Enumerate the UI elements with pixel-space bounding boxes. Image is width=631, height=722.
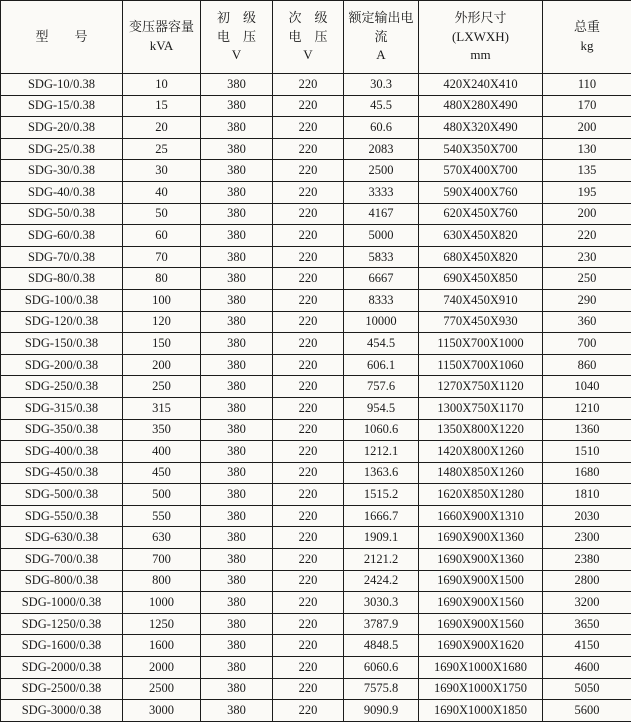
table-row xyxy=(1,419,631,441)
table-row xyxy=(1,635,631,657)
cell-dimensions: 1660X900X1310 xyxy=(419,505,543,527)
cell-primary: 380 xyxy=(201,181,273,203)
cell-model: SDG-1000/0.38 xyxy=(1,592,123,614)
cell-current: 454.5 xyxy=(344,333,419,355)
cell-dimensions: 1350X800X1220 xyxy=(419,419,543,441)
cell-capacity: 100 xyxy=(123,289,201,311)
cell-model: SDG-200/0.38 xyxy=(1,354,123,376)
cell-weight: 1510 xyxy=(543,441,631,463)
cell-current: 1212.1 xyxy=(344,441,419,463)
cell-weight: 700 xyxy=(543,333,631,355)
cell-primary: 380 xyxy=(201,570,273,592)
cell-capacity: 3000 xyxy=(123,700,201,722)
cell-current: 2424.2 xyxy=(344,570,419,592)
cell-model: SDG-500/0.38 xyxy=(1,484,123,506)
cell-weight: 170 xyxy=(543,95,631,117)
cell-dimensions: 690X450X850 xyxy=(419,268,543,290)
cell-current: 45.5 xyxy=(344,95,419,117)
cell-secondary: 220 xyxy=(273,138,344,160)
cell-weight: 2030 xyxy=(543,505,631,527)
cell-weight: 195 xyxy=(543,181,631,203)
column-header-dimensions xyxy=(419,1,543,74)
cell-capacity: 80 xyxy=(123,268,201,290)
cell-model: SDG-2500/0.38 xyxy=(1,678,123,700)
cell-dimensions: 590X400X760 xyxy=(419,181,543,203)
cell-model: SDG-25/0.38 xyxy=(1,138,123,160)
cell-primary: 380 xyxy=(201,333,273,355)
cell-dimensions: 680X450X820 xyxy=(419,246,543,268)
cell-model: SDG-1250/0.38 xyxy=(1,613,123,635)
cell-dimensions: 1420X800X1260 xyxy=(419,441,543,463)
table-row xyxy=(1,570,631,592)
cell-capacity: 70 xyxy=(123,246,201,268)
cell-primary: 380 xyxy=(201,527,273,549)
cell-current: 954.5 xyxy=(344,397,419,419)
cell-current: 4848.5 xyxy=(344,635,419,657)
cell-current: 2500 xyxy=(344,160,419,182)
column-header-capacity xyxy=(123,1,201,74)
cell-model: SDG-120/0.38 xyxy=(1,311,123,333)
cell-weight: 1680 xyxy=(543,462,631,484)
cell-secondary: 220 xyxy=(273,657,344,679)
cell-primary: 380 xyxy=(201,203,273,225)
cell-primary: 380 xyxy=(201,505,273,527)
cell-secondary: 220 xyxy=(273,181,344,203)
cell-weight: 1040 xyxy=(543,376,631,398)
table-row xyxy=(1,246,631,268)
cell-secondary: 220 xyxy=(273,268,344,290)
cell-weight: 4600 xyxy=(543,657,631,679)
column-header-line: mm xyxy=(419,46,542,65)
cell-model: SDG-150/0.38 xyxy=(1,333,123,355)
column-header-primary xyxy=(201,1,273,74)
cell-capacity: 150 xyxy=(123,333,201,355)
cell-primary: 380 xyxy=(201,246,273,268)
cell-dimensions: 480X320X490 xyxy=(419,117,543,139)
cell-weight: 360 xyxy=(543,311,631,333)
cell-model: SDG-20/0.38 xyxy=(1,117,123,139)
cell-primary: 380 xyxy=(201,268,273,290)
cell-secondary: 220 xyxy=(273,311,344,333)
cell-capacity: 50 xyxy=(123,203,201,225)
cell-weight: 1360 xyxy=(543,419,631,441)
table-row xyxy=(1,289,631,311)
cell-secondary: 220 xyxy=(273,678,344,700)
cell-secondary: 220 xyxy=(273,441,344,463)
cell-secondary: 220 xyxy=(273,289,344,311)
table-row xyxy=(1,376,631,398)
cell-capacity: 120 xyxy=(123,311,201,333)
cell-current: 3333 xyxy=(344,181,419,203)
cell-capacity: 15 xyxy=(123,95,201,117)
cell-weight: 200 xyxy=(543,117,631,139)
table-row xyxy=(1,657,631,679)
cell-secondary: 220 xyxy=(273,484,344,506)
cell-primary: 380 xyxy=(201,613,273,635)
cell-current: 3787.9 xyxy=(344,613,419,635)
cell-primary: 380 xyxy=(201,397,273,419)
cell-primary: 380 xyxy=(201,225,273,247)
cell-current: 60.6 xyxy=(344,117,419,139)
cell-model: SDG-800/0.38 xyxy=(1,570,123,592)
cell-primary: 380 xyxy=(201,95,273,117)
cell-dimensions: 1620X850X1280 xyxy=(419,484,543,506)
cell-secondary: 220 xyxy=(273,225,344,247)
column-header-line: 电 压 xyxy=(201,28,272,47)
cell-secondary: 220 xyxy=(273,333,344,355)
cell-model: SDG-50/0.38 xyxy=(1,203,123,225)
cell-secondary: 220 xyxy=(273,613,344,635)
cell-capacity: 400 xyxy=(123,441,201,463)
cell-primary: 380 xyxy=(201,462,273,484)
cell-current: 9090.9 xyxy=(344,700,419,722)
cell-dimensions: 1150X700X1000 xyxy=(419,333,543,355)
cell-capacity: 2500 xyxy=(123,678,201,700)
cell-primary: 380 xyxy=(201,311,273,333)
cell-dimensions: 1690X900X1360 xyxy=(419,527,543,549)
cell-model: SDG-700/0.38 xyxy=(1,549,123,571)
cell-dimensions: 420X240X410 xyxy=(419,74,543,96)
cell-capacity: 630 xyxy=(123,527,201,549)
column-header-line: V xyxy=(201,46,272,65)
cell-primary: 380 xyxy=(201,484,273,506)
cell-dimensions: 1150X700X1060 xyxy=(419,354,543,376)
cell-dimensions: 1690X1000X1750 xyxy=(419,678,543,700)
cell-primary: 380 xyxy=(201,376,273,398)
cell-model: SDG-630/0.38 xyxy=(1,527,123,549)
table-row xyxy=(1,484,631,506)
cell-capacity: 550 xyxy=(123,505,201,527)
cell-dimensions: 1690X900X1560 xyxy=(419,592,543,614)
table-row xyxy=(1,268,631,290)
cell-weight: 5050 xyxy=(543,678,631,700)
cell-model: SDG-30/0.38 xyxy=(1,160,123,182)
table-row xyxy=(1,441,631,463)
cell-primary: 380 xyxy=(201,289,273,311)
cell-capacity: 40 xyxy=(123,181,201,203)
cell-secondary: 220 xyxy=(273,462,344,484)
cell-capacity: 1600 xyxy=(123,635,201,657)
table-header xyxy=(1,1,631,74)
cell-current: 2121.2 xyxy=(344,549,419,571)
cell-dimensions: 1270X750X1120 xyxy=(419,376,543,398)
table-row xyxy=(1,311,631,333)
cell-weight: 220 xyxy=(543,225,631,247)
cell-model: SDG-550/0.38 xyxy=(1,505,123,527)
cell-current: 606.1 xyxy=(344,354,419,376)
cell-secondary: 220 xyxy=(273,505,344,527)
column-header-line: 流 xyxy=(344,28,418,47)
cell-capacity: 25 xyxy=(123,138,201,160)
table-row xyxy=(1,225,631,247)
cell-primary: 380 xyxy=(201,419,273,441)
cell-dimensions: 570X400X700 xyxy=(419,160,543,182)
header-row xyxy=(1,1,631,74)
cell-current: 1909.1 xyxy=(344,527,419,549)
cell-primary: 380 xyxy=(201,635,273,657)
cell-weight: 290 xyxy=(543,289,631,311)
cell-secondary: 220 xyxy=(273,95,344,117)
cell-model: SDG-2000/0.38 xyxy=(1,657,123,679)
column-header-line: kVA xyxy=(123,37,200,56)
table-row xyxy=(1,505,631,527)
cell-current: 1666.7 xyxy=(344,505,419,527)
column-header-current xyxy=(344,1,419,74)
cell-primary: 380 xyxy=(201,592,273,614)
cell-weight: 130 xyxy=(543,138,631,160)
cell-weight: 3200 xyxy=(543,592,631,614)
cell-model: SDG-315/0.38 xyxy=(1,397,123,419)
cell-secondary: 220 xyxy=(273,203,344,225)
cell-dimensions: 480X280X490 xyxy=(419,95,543,117)
cell-dimensions: 1690X1000X1680 xyxy=(419,657,543,679)
cell-weight: 1210 xyxy=(543,397,631,419)
cell-weight: 250 xyxy=(543,268,631,290)
cell-weight: 2800 xyxy=(543,570,631,592)
cell-model: SDG-100/0.38 xyxy=(1,289,123,311)
cell-current: 1515.2 xyxy=(344,484,419,506)
cell-model: SDG-40/0.38 xyxy=(1,181,123,203)
cell-weight: 4150 xyxy=(543,635,631,657)
cell-secondary: 220 xyxy=(273,700,344,722)
table-row xyxy=(1,95,631,117)
cell-primary: 380 xyxy=(201,657,273,679)
cell-capacity: 60 xyxy=(123,225,201,247)
cell-model: SDG-400/0.38 xyxy=(1,441,123,463)
cell-model: SDG-10/0.38 xyxy=(1,74,123,96)
cell-current: 6667 xyxy=(344,268,419,290)
cell-primary: 380 xyxy=(201,74,273,96)
cell-secondary: 220 xyxy=(273,635,344,657)
table-row xyxy=(1,700,631,722)
cell-dimensions: 1690X900X1360 xyxy=(419,549,543,571)
cell-dimensions: 740X450X910 xyxy=(419,289,543,311)
column-header-line: 额定输出电 xyxy=(344,9,418,28)
cell-dimensions: 1690X900X1620 xyxy=(419,635,543,657)
cell-capacity: 20 xyxy=(123,117,201,139)
cell-capacity: 500 xyxy=(123,484,201,506)
cell-dimensions: 630X450X820 xyxy=(419,225,543,247)
cell-dimensions: 1690X900X1500 xyxy=(419,570,543,592)
column-header-model xyxy=(1,1,123,74)
cell-dimensions: 1690X900X1560 xyxy=(419,613,543,635)
cell-weight: 230 xyxy=(543,246,631,268)
cell-current: 757.6 xyxy=(344,376,419,398)
cell-secondary: 220 xyxy=(273,549,344,571)
cell-primary: 380 xyxy=(201,700,273,722)
cell-current: 30.3 xyxy=(344,74,419,96)
cell-capacity: 30 xyxy=(123,160,201,182)
cell-secondary: 220 xyxy=(273,160,344,182)
cell-capacity: 1250 xyxy=(123,613,201,635)
cell-current: 6060.6 xyxy=(344,657,419,679)
table-row xyxy=(1,527,631,549)
column-header-line: 变压器容量 xyxy=(123,18,200,37)
cell-secondary: 220 xyxy=(273,527,344,549)
cell-weight: 5600 xyxy=(543,700,631,722)
table-row xyxy=(1,397,631,419)
cell-dimensions: 1690X1000X1850 xyxy=(419,700,543,722)
table-row xyxy=(1,678,631,700)
column-header-line: 电 压 xyxy=(273,28,343,47)
cell-model: SDG-60/0.38 xyxy=(1,225,123,247)
cell-primary: 380 xyxy=(201,138,273,160)
cell-primary: 380 xyxy=(201,549,273,571)
table-row xyxy=(1,181,631,203)
cell-secondary: 220 xyxy=(273,592,344,614)
column-header-line: kg xyxy=(543,37,631,56)
cell-primary: 380 xyxy=(201,160,273,182)
cell-secondary: 220 xyxy=(273,419,344,441)
table-row xyxy=(1,203,631,225)
cell-weight: 860 xyxy=(543,354,631,376)
cell-capacity: 200 xyxy=(123,354,201,376)
cell-secondary: 220 xyxy=(273,354,344,376)
cell-model: SDG-350/0.38 xyxy=(1,419,123,441)
cell-current: 10000 xyxy=(344,311,419,333)
cell-capacity: 700 xyxy=(123,549,201,571)
cell-secondary: 220 xyxy=(273,570,344,592)
cell-weight: 3650 xyxy=(543,613,631,635)
column-header-line: 外形尺寸 xyxy=(419,9,542,28)
cell-weight: 1810 xyxy=(543,484,631,506)
cell-weight: 110 xyxy=(543,74,631,96)
cell-secondary: 220 xyxy=(273,376,344,398)
column-header-secondary xyxy=(273,1,344,74)
cell-weight: 2300 xyxy=(543,527,631,549)
cell-secondary: 220 xyxy=(273,397,344,419)
cell-dimensions: 770X450X930 xyxy=(419,311,543,333)
cell-capacity: 10 xyxy=(123,74,201,96)
cell-weight: 135 xyxy=(543,160,631,182)
cell-current: 2083 xyxy=(344,138,419,160)
table-row xyxy=(1,592,631,614)
table-row xyxy=(1,160,631,182)
cell-primary: 380 xyxy=(201,441,273,463)
table-row xyxy=(1,333,631,355)
cell-capacity: 1000 xyxy=(123,592,201,614)
table-row xyxy=(1,549,631,571)
cell-current: 3030.3 xyxy=(344,592,419,614)
table-row xyxy=(1,354,631,376)
cell-weight: 2380 xyxy=(543,549,631,571)
cell-primary: 380 xyxy=(201,117,273,139)
table-row xyxy=(1,462,631,484)
cell-current: 7575.8 xyxy=(344,678,419,700)
table-body xyxy=(1,74,631,722)
table-row xyxy=(1,138,631,160)
cell-model: SDG-3000/0.38 xyxy=(1,700,123,722)
cell-capacity: 2000 xyxy=(123,657,201,679)
table-row xyxy=(1,613,631,635)
cell-current: 1363.6 xyxy=(344,462,419,484)
cell-dimensions: 1300X750X1170 xyxy=(419,397,543,419)
cell-weight: 200 xyxy=(543,203,631,225)
column-header-line: (LXWXH) xyxy=(419,28,542,47)
column-header-line: 型 号 xyxy=(1,28,122,47)
table-row xyxy=(1,74,631,96)
column-header-weight xyxy=(543,1,631,74)
cell-model: SDG-450/0.38 xyxy=(1,462,123,484)
table-row xyxy=(1,117,631,139)
cell-secondary: 220 xyxy=(273,246,344,268)
cell-primary: 380 xyxy=(201,678,273,700)
column-header-line: 初 级 xyxy=(201,9,272,28)
column-header-line: A xyxy=(344,46,418,65)
cell-model: SDG-15/0.38 xyxy=(1,95,123,117)
cell-capacity: 350 xyxy=(123,419,201,441)
cell-current: 4167 xyxy=(344,203,419,225)
cell-dimensions: 620X450X760 xyxy=(419,203,543,225)
cell-current: 5833 xyxy=(344,246,419,268)
cell-model: SDG-70/0.38 xyxy=(1,246,123,268)
cell-model: SDG-1600/0.38 xyxy=(1,635,123,657)
cell-model: SDG-80/0.38 xyxy=(1,268,123,290)
cell-dimensions: 540X350X700 xyxy=(419,138,543,160)
cell-primary: 380 xyxy=(201,354,273,376)
cell-model: SDG-250/0.38 xyxy=(1,376,123,398)
cell-capacity: 450 xyxy=(123,462,201,484)
cell-current: 5000 xyxy=(344,225,419,247)
cell-current: 8333 xyxy=(344,289,419,311)
cell-dimensions: 1480X850X1260 xyxy=(419,462,543,484)
cell-secondary: 220 xyxy=(273,117,344,139)
cell-capacity: 250 xyxy=(123,376,201,398)
column-header-line: 次 级 xyxy=(273,9,343,28)
cell-current: 1060.6 xyxy=(344,419,419,441)
cell-capacity: 315 xyxy=(123,397,201,419)
column-header-line: 总重 xyxy=(543,18,631,37)
column-header-line: V xyxy=(273,46,343,65)
cell-capacity: 800 xyxy=(123,570,201,592)
cell-secondary: 220 xyxy=(273,74,344,96)
